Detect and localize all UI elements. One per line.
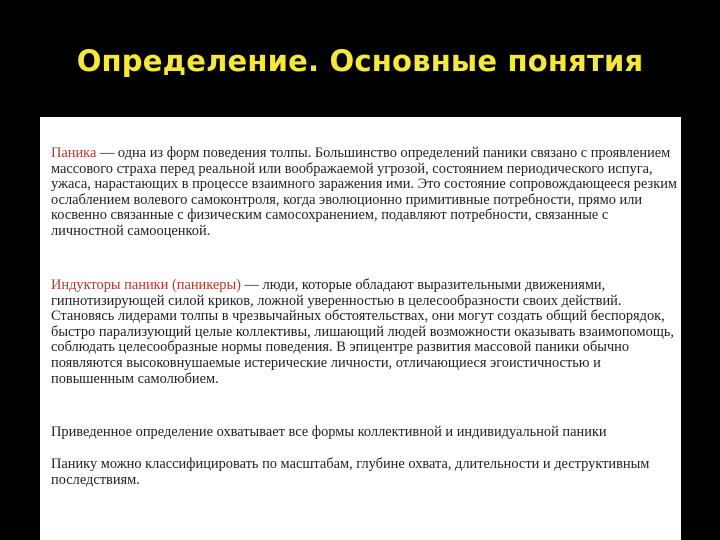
content-panel	[40, 117, 681, 540]
title-bar	[0, 0, 720, 118]
paragraph-panic-inductors	[51, 278, 681, 387]
paragraph-classification: Панику можно классифицировать по масштабам, глубине охвата, длительности и деструктивным последствиям.	[51, 456, 650, 488]
paragraph-definition-scope: Приведенное определение охватывает все формы коллективной и индивидуальной паники	[51, 424, 607, 440]
paragraph-panic-definition	[51, 146, 681, 240]
term-panic: Паника	[51, 145, 97, 161]
term-panic-inductors: Индукторы паники (паникеры)	[51, 277, 241, 293]
slide-title: Определение. Основные понятия	[76, 44, 644, 78]
paragraph-text: — одна из форм поведения толпы. Большинство определений паники связано с проявлением массового страха перед реальной или воображаемой угрозой, состоянием периодического испуга, ужаса, нарастающих в процессе взаимного заражения ими. Это состояние сопровождающееся резким ослаблением волевого самоконтроля, когда эволюционно примитивные потребности, прямо или косвенно связанные с физическим самосохранением, подавляют потребности, связанные с личностной самооценкой.	[51, 145, 678, 239]
paragraph-text: — люди, которые обладают выразительными движениями, гипнотизирующей силой криков, ложной уверенностью в целесообразности своих действий. Становясь лидерами толпы в чрезвычайных обстоятельствах, они могут создать общий беспорядок, быстро парализующий целые коллективы, лишающий людей возможности оказывать взаимопомощь, соблюдать целесообразные нормы поведения. В эпицентре развития массовой паники обычно появляются высоковнушаемые истерические личности, отличающиеся эгоистичностью и повышенным самолюбием.	[51, 277, 675, 387]
